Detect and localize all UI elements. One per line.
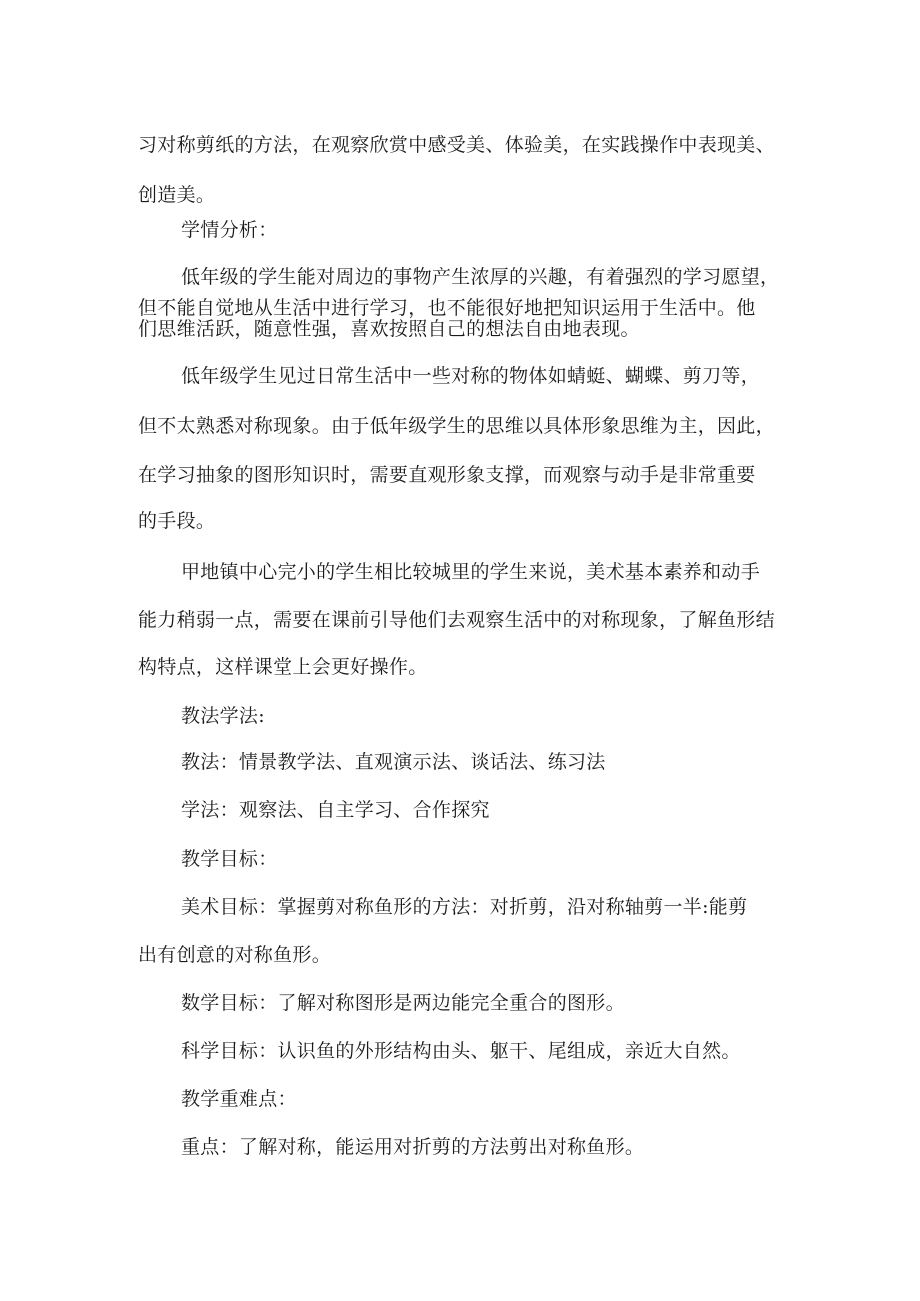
text-line: 美术目标：掌握剪对称鱼形的方法：对折剪，沿对称轴剪一半:能剪 — [181, 896, 748, 918]
text-line: 能力稍弱一点，需要在课前引导他们去观察生活中的对称现象，了解鱼形结 — [138, 609, 775, 631]
text-line: 低年级的学生能对周边的事物产生浓厚的兴趣，有着强烈的学习愿望， — [181, 266, 780, 288]
text-line: 的手段。 — [138, 510, 216, 532]
text-line: 重点：了解对称，能运用对折剪的方法剪出对称鱼形。 — [181, 1136, 645, 1158]
text-line: 们思维活跃，随意性强，喜欢按照自己的想法自由地表现。 — [138, 318, 640, 340]
section-heading: 教学目标： — [181, 848, 278, 870]
text-line: 数学目标：了解对称图形是两边能完全重合的图形。 — [181, 992, 625, 1014]
text-line: 科学目标：认识鱼的外形结构由头、躯干、尾组成，亲近大自然。 — [181, 1040, 741, 1062]
text-line: 低年级学生见过日常生活中一些对称的物体如蜻蜓、蝴蝶、剪刀等， — [181, 365, 761, 387]
text-line: 教法：情景教学法、直观演示法、谈话法、练习法 — [181, 751, 606, 773]
section-heading: 教法学法: — [181, 705, 265, 727]
text-line: 创造美。 — [138, 184, 216, 206]
text-line: 出有创意的对称鱼形。 — [138, 944, 332, 966]
text-line: 学法：观察法、自主学习、合作探究 — [181, 799, 490, 821]
text-line: 但不太熟悉对称现象。由于低年级学生的思维以具体形象思维为主，因此， — [138, 415, 775, 437]
section-heading: 教学重难点： — [181, 1088, 297, 1110]
section-heading: 学情分析： — [181, 219, 278, 241]
text-line: 在学习抽象的图形知识时，需要直观形象支撑，而观察与动手是非常重要 — [138, 464, 756, 486]
text-line: 构特点，这样课堂上会更好操作。 — [138, 656, 428, 678]
text-line: 甲地镇中心完小的学生相比较城里的学生来说，美术基本素养和动手 — [181, 561, 761, 583]
text-line: 但不能自觉地从生活中进行学习，也不能很好地把知识运用于生活中。他 — [138, 297, 756, 319]
text-line: 习对称剪纸的方法，在观察欣赏中感受美、体验美，在实践操作中表现美、 — [138, 134, 775, 156]
